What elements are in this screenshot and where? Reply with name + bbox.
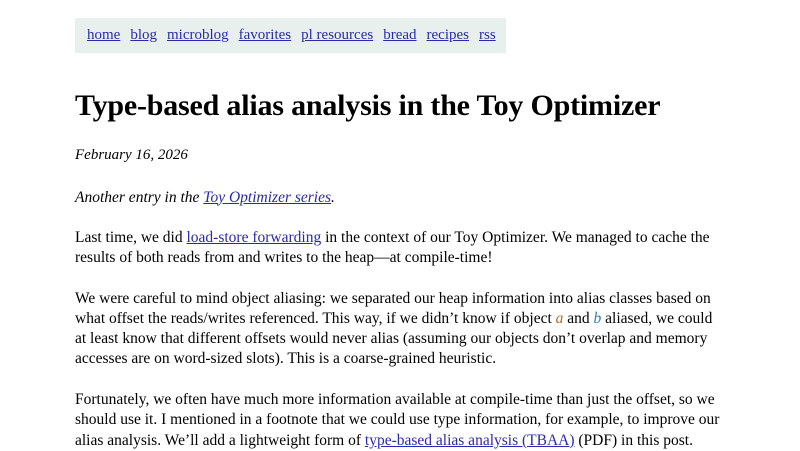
variable-a: a bbox=[555, 309, 564, 327]
paragraph-3-text-a: Fortunately, we often have much more information available at compile-time than just the offset, so we should use it. I mentioned in a footnote that we could use type information, for example, to improve our alias analysis. We’ll add a lightweight form of bbox=[75, 391, 720, 449]
series-note-suffix: . bbox=[331, 188, 335, 206]
nav-item-home[interactable]: home bbox=[87, 27, 121, 43]
paragraph-3-text-b: (PDF) in this post. bbox=[574, 431, 693, 449]
nav-item-recipes[interactable]: recipes bbox=[426, 27, 469, 43]
nav-item-favorites[interactable]: favorites bbox=[238, 27, 292, 43]
nav-item-microblog[interactable]: microblog bbox=[167, 27, 229, 43]
series-note bbox=[75, 189, 720, 207]
paragraph-1-text-a: Last time, we did bbox=[75, 228, 187, 246]
paragraph-1-text-b: in the context of our Toy Optimizer. We managed to cache the results of both reads from and writes to the heap—at compile-time! bbox=[75, 228, 710, 266]
tbaa-link[interactable]: type-based alias analysis (TBAA) bbox=[364, 431, 575, 449]
nav-item-pl-resources[interactable]: pl resources bbox=[301, 27, 374, 43]
paragraph-2 bbox=[75, 289, 720, 370]
nav-item-rss[interactable]: rss bbox=[479, 27, 496, 43]
series-link[interactable]: Toy Optimizer series bbox=[203, 188, 332, 206]
publish-date: February 16, 2026 bbox=[75, 146, 188, 163]
paragraph-1 bbox=[75, 228, 720, 268]
load-store-forwarding-link[interactable]: load-store forwarding bbox=[186, 228, 322, 246]
paragraph-2-text-b: and bbox=[563, 309, 594, 327]
paragraph-2-text-c: aliased, we could at least know that different offsets would never alias (assuming our objects don’t overlap and memory accesses are on word-sized slots). This is a coarse-grained heuristic. bbox=[75, 309, 713, 368]
paragraph-3 bbox=[75, 390, 720, 450]
nav-item-blog[interactable]: blog bbox=[130, 27, 157, 43]
series-note-prefix: Another entry in the bbox=[75, 188, 204, 206]
variable-b: b bbox=[593, 309, 602, 327]
paragraph-2-text-a: We were careful to mind object aliasing: we separated our heap information into alias classes based on what offset the reads/writes referenced. This way, if we didn’t know if object bbox=[75, 289, 711, 327]
nav-item-bread[interactable]: bread bbox=[383, 27, 417, 43]
site-navigation bbox=[75, 18, 506, 53]
page-title: Type-based alias analysis in the Toy Optimizer bbox=[75, 89, 661, 122]
